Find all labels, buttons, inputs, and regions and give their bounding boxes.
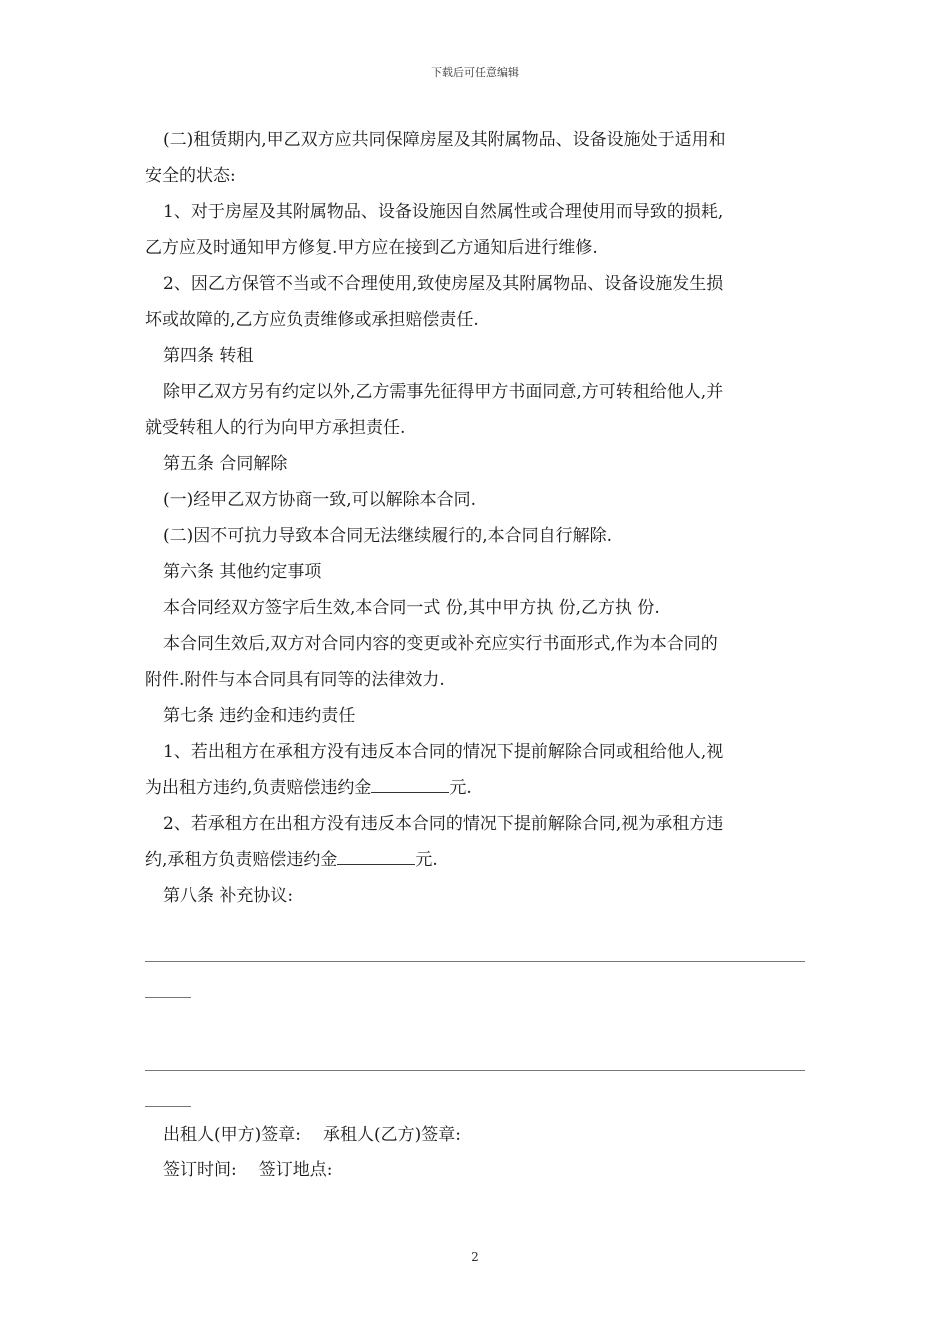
paragraph-line: 2、若承租方在出租方没有违反本合同的情况下提前解除合同,视为承租方违 — [163, 814, 724, 834]
signing-info-row — [163, 1160, 332, 1180]
paragraph-line: 就受转租人的行为向甲方承担责任. — [145, 418, 406, 438]
article-heading: 第四条 转租 — [163, 346, 254, 366]
fill-line — [145, 1070, 805, 1071]
sign-date-label: 签订时间: — [163, 1160, 237, 1180]
paragraph-line: 本合同经双方签字后生效,本合同一式 份,其中甲方执 份,乙方执 份. — [163, 598, 660, 618]
paragraph-line: 1、若出租方在承租方没有违反本合同的情况下提前解除合同或租给他人,视 — [163, 742, 724, 762]
signature-row — [163, 1125, 461, 1145]
paragraph-line: 本合同生效后,双方对合同内容的变更或补充应实行书面形式,作为本合同的 — [163, 634, 718, 654]
article-heading: 第五条 合同解除 — [163, 454, 288, 474]
fill-line-tail — [145, 1106, 191, 1107]
penalty-1-prefix: 为出租方违约,负责赔偿违约金 — [145, 778, 372, 798]
page-header: 下载后可任意编辑 — [431, 66, 519, 79]
paragraph-line: 除甲乙双方另有约定以外,乙方需事先征得甲方书面同意,方可转租给他人,并 — [163, 382, 724, 402]
contract-body — [145, 122, 805, 914]
penalty-line-1 — [145, 770, 805, 806]
penalty-1-suffix: 元. — [449, 778, 472, 798]
paragraph-line: 2、因乙方保管不当或不合理使用,致使房屋及其附属物品、设备设施发生损 — [163, 274, 724, 294]
paragraph-line: (二)租赁期内,甲乙双方应共同保障房屋及其附属物品、设备设施处于适用和 — [163, 130, 726, 150]
article-heading: 第七条 违约金和违约责任 — [163, 706, 356, 726]
penalty-2-suffix: 元. — [415, 850, 438, 870]
fill-line-tail — [145, 997, 191, 998]
paragraph-line: 坏或故障的,乙方应负责维修或承担赔偿责任. — [145, 310, 479, 330]
paragraph-line: 安全的状态: — [145, 166, 236, 186]
paragraph-line: 乙方应及时通知甲方修复.甲方应在接到乙方通知后进行维修. — [145, 238, 598, 258]
supplement-blank-2[interactable] — [145, 1070, 805, 1107]
supplement-blank-1[interactable] — [145, 961, 805, 998]
lessor-signature-label: 出租人(甲方)签章: — [163, 1125, 301, 1145]
penalty-amount-blank-2[interactable] — [337, 847, 415, 865]
fill-line — [145, 961, 805, 962]
page-number: 2 — [471, 1250, 479, 1264]
article-heading: 第八条 补充协议: — [163, 886, 294, 906]
paragraph-line: (二)因不可抗力导致本合同无法继续履行的,本合同自行解除. — [163, 526, 613, 546]
paragraph-line: 附件.附件与本合同具有同等的法律效力. — [145, 670, 445, 690]
article-heading: 第六条 其他约定事项 — [163, 562, 322, 582]
lessee-signature-label: 承租人(乙方)签章: — [323, 1125, 461, 1145]
penalty-2-prefix: 约,承租方负责赔偿违约金 — [145, 850, 338, 870]
penalty-amount-blank-1[interactable] — [371, 775, 449, 793]
penalty-line-2 — [145, 842, 805, 878]
paragraph-line: 1、对于房屋及其附属物品、设备设施因自然属性或合理使用而导致的损耗, — [163, 202, 724, 222]
paragraph-line: (一)经甲乙双方协商一致,可以解除本合同. — [163, 490, 477, 510]
sign-place-label: 签订地点: — [258, 1160, 333, 1180]
